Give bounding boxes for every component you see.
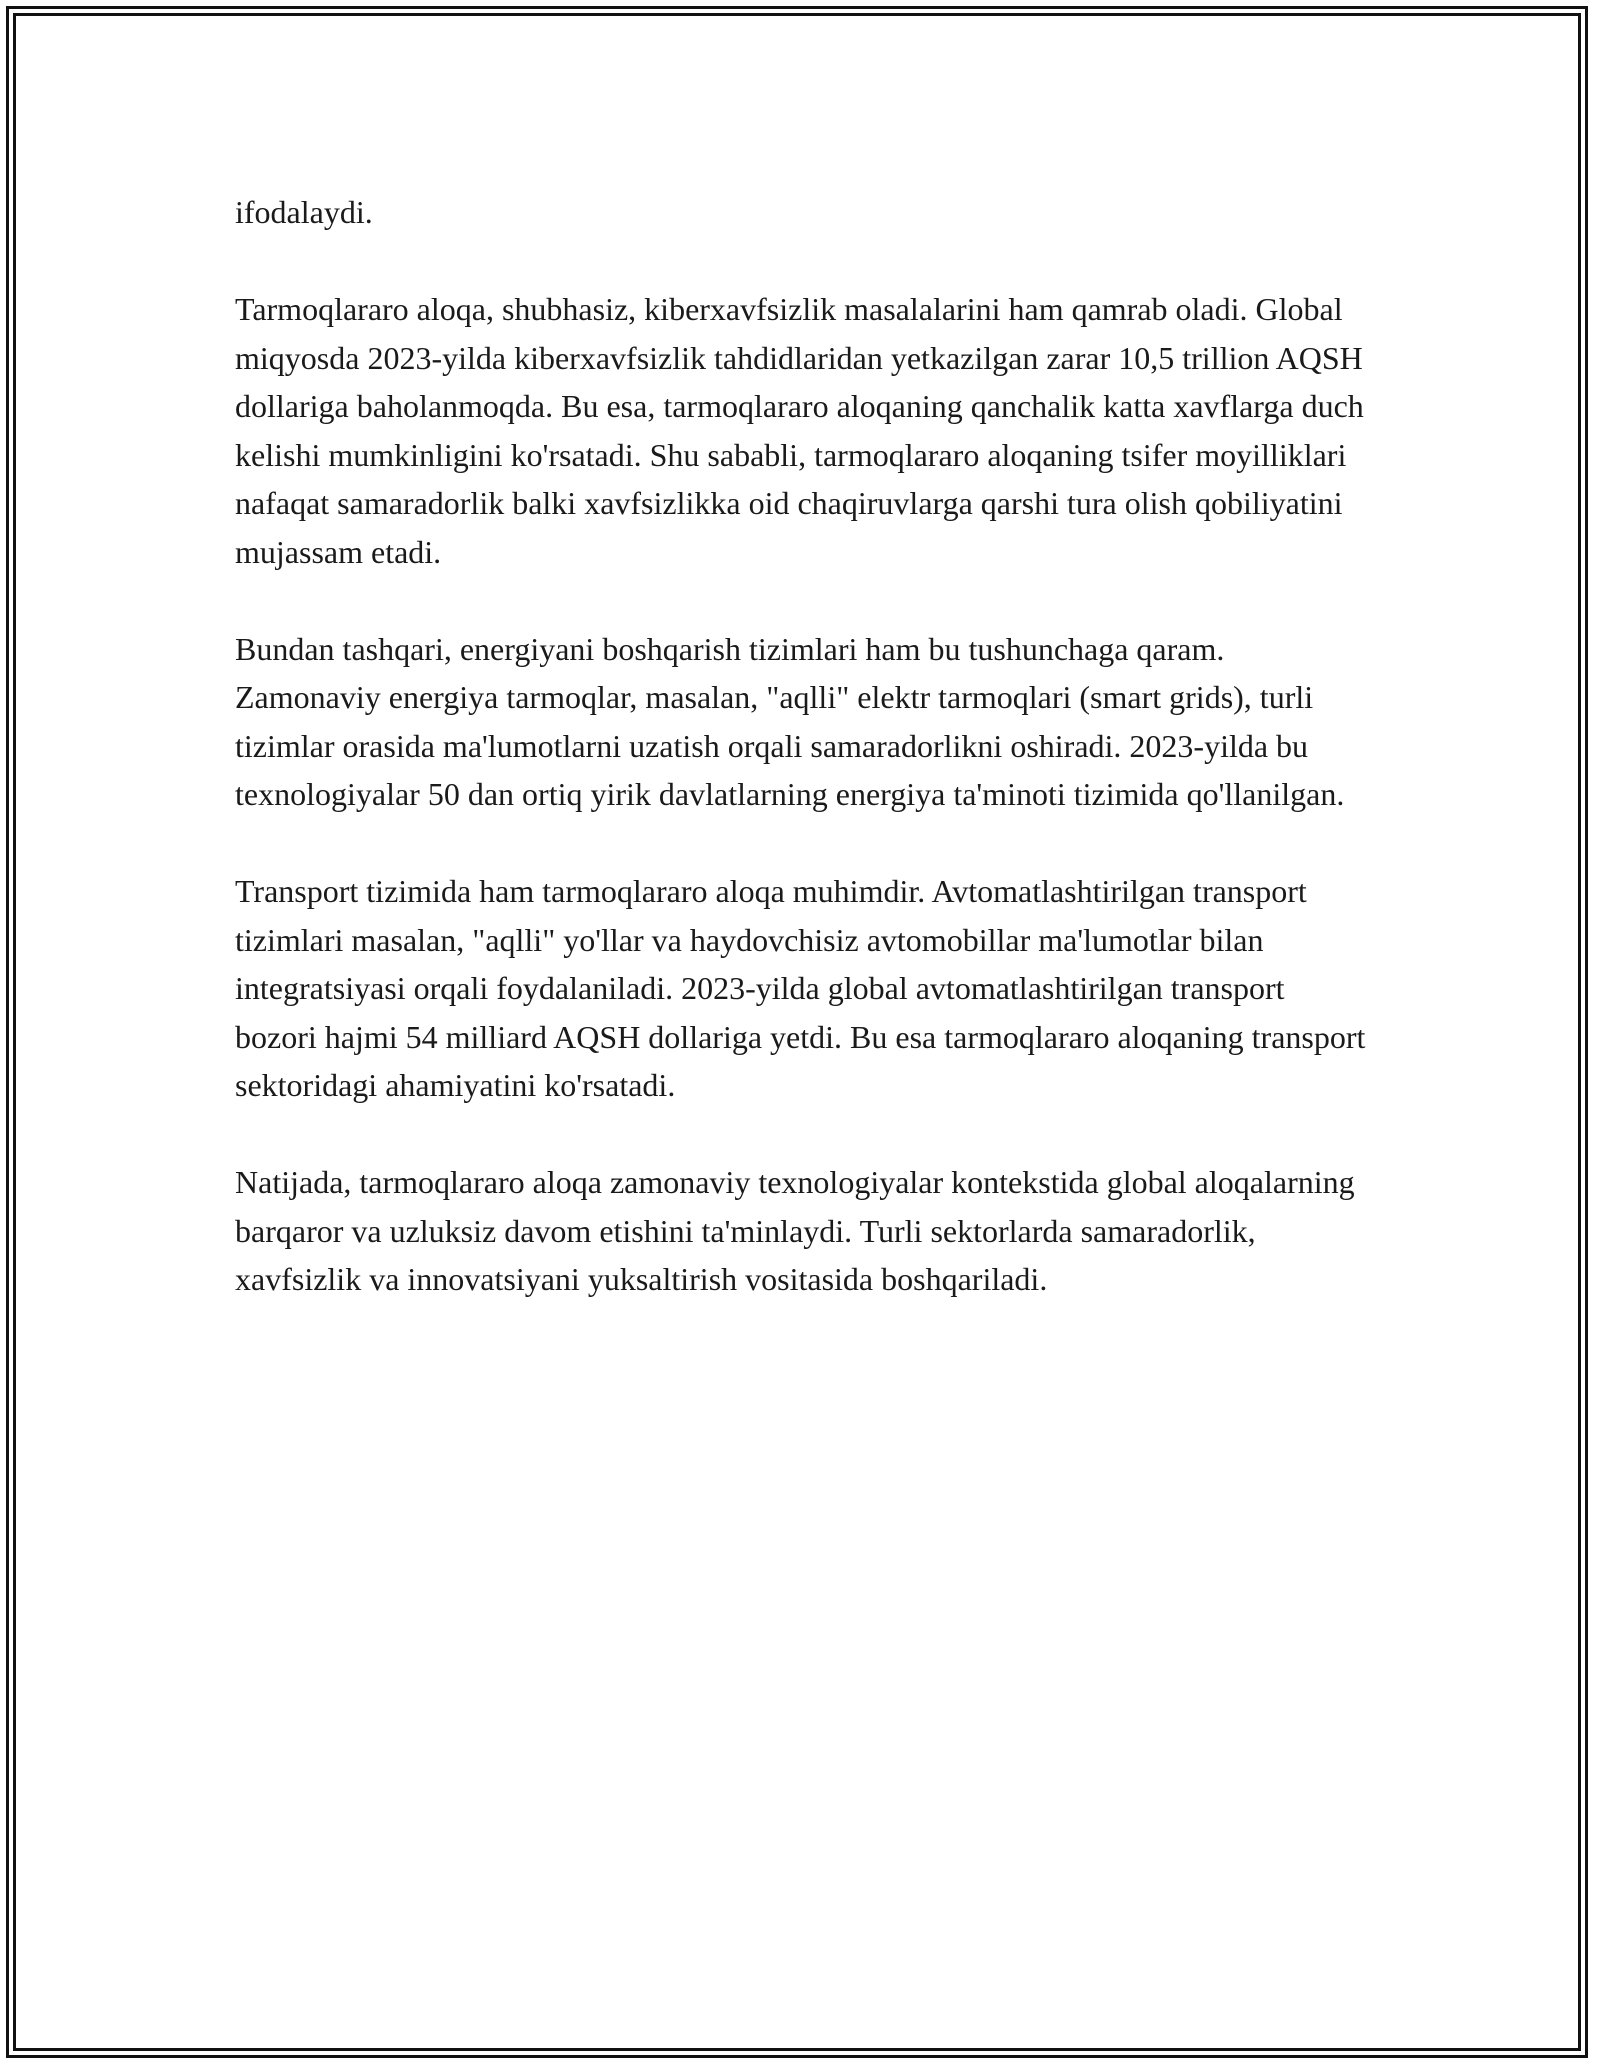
paragraph-conclusion: Natijada, tarmoqlararo aloqa zamonaviy texnologiyalar kontekstida global aloqalarning barqaror va uzluksiz davom etishini ta'minlaydi. Turli sektorlarda samaradorlik, xavfsizlik va innovatsiyani yuksaltirish vositasida boshqariladi. <box>235 1164 1355 1297</box>
paragraph-continuation: ifodalaydi. <box>235 194 373 230</box>
paragraph-transport: Transport tizimida ham tarmoqlararo aloqa muhimdir. Avtomatlashtirilgan transport tizimlari masalan, "aqlli" yo'llar va haydovchisiz avtomobillar ma'lumotlar bilan integratsiyasi orqali foydalaniladi. 2023-yilda global avtomatlashtirilgan transport bozori hajmi 54 milliard AQSH dollariga yetdi. Bu esa tarmoqlararo aloqaning transport sektoridagi ahamiyatini ko'rsatadi. <box>235 873 1366 1103</box>
paragraph-cybersecurity: Tarmoqlararo aloqa, shubhasiz, kiberxavfsizlik masalalarini ham qamrab oladi. Global miqyosda 2023-yilda kiberxavfsizlik tahdidlaridan yetkazilgan zarar 10,5 trillion AQSH dollariga baholanmoqda. Bu esa, tarmoqlararo aloqaning qanchalik katta xavflarga duch kelishi mumkinligini ko'rsatadi. Shu sababli, tarmoqlararo aloqaning tsifer moyilliklari nafaqat samaradorlik balki xavfsizlikka oid chaqiruvlarga qarshi tura olish qobiliyatini mujassam etadi. <box>235 291 1364 570</box>
paragraph-energy: Bundan tashqari, energiyani boshqarish tizimlari ham bu tushunchaga qaram. Zamonaviy energiya tarmoqlar, masalan, "aqlli" elektr tarmoqlari (smart grids), turli tizimlar orasida ma'lumotlarni uzatish orqali samaradorlikni oshiradi. 2023-yilda bu texnologiyalar 50 dan ortiq yirik davlatlarning energiya ta'minoti tizimida qo'llanilgan. <box>235 630 1345 812</box>
document-body <box>235 188 1370 1352</box>
